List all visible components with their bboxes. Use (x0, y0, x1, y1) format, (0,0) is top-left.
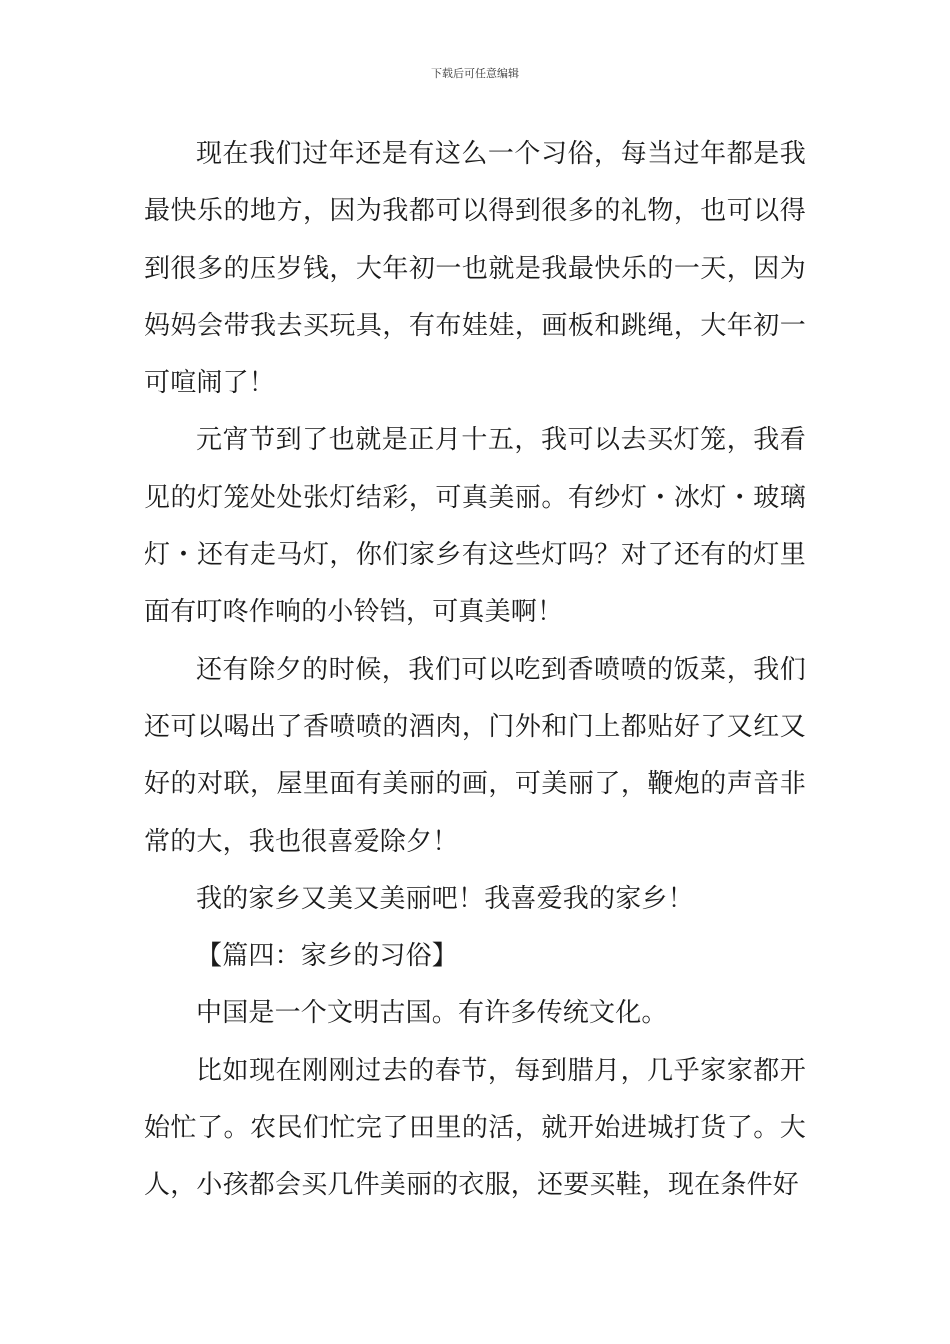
paragraph-chinese-culture: 中国是一个文明古国。有许多传统文化。 (196, 998, 668, 1029)
page-header: 下载后可任意编辑 (431, 67, 519, 80)
paragraph-lantern-festival: 元宵节到了也就是正月十五，我可以去买灯笼，我看见的灯笼处处张灯结彩，可真美丽。有纱灯・冰灯・玻璃灯・还有走马灯，你们家乡有这些灯吗？对了还有的灯里面有叮咚作响的小铃铛，可真美啊！ (144, 425, 806, 628)
paragraph-new-year: 现在我们过年还是有这么一个习俗，每当过年都是我最快乐的地方，因为我都可以得到很多的礼物，也可以得到很多的压岁钱，大年初一也就是我最快乐的一天，因为妈妈会带我去买玩具，有布娃娃，画板和跳绳，大年初一可喧闹了！ (144, 139, 806, 399)
section-heading: 【篇四：家乡的习俗】 (196, 941, 459, 972)
paragraph-hometown-love: 我的家乡又美又美丽吧！我喜爱我的家乡！ (196, 883, 694, 914)
paragraph-spring-festival: 比如现在刚刚过去的春节，每到腊月，几乎家家都开始忙了。农民们忙完了田里的活，就开始进城打货了。大人，小孩都会买几件美丽的衣服，还要买鞋，现在条件好 (144, 1055, 806, 1201)
paragraph-new-years-eve: 还有除夕的时候，我们可以吃到香喷喷的饭菜，我们还可以喝出了香喷喷的酒肉，门外和门上都贴好了又红又好的对联，屋里面有美丽的画，可美丽了，鞭炮的声音非常的大，我也很喜爱除夕！ (144, 654, 806, 857)
document-body (144, 126, 806, 1215)
